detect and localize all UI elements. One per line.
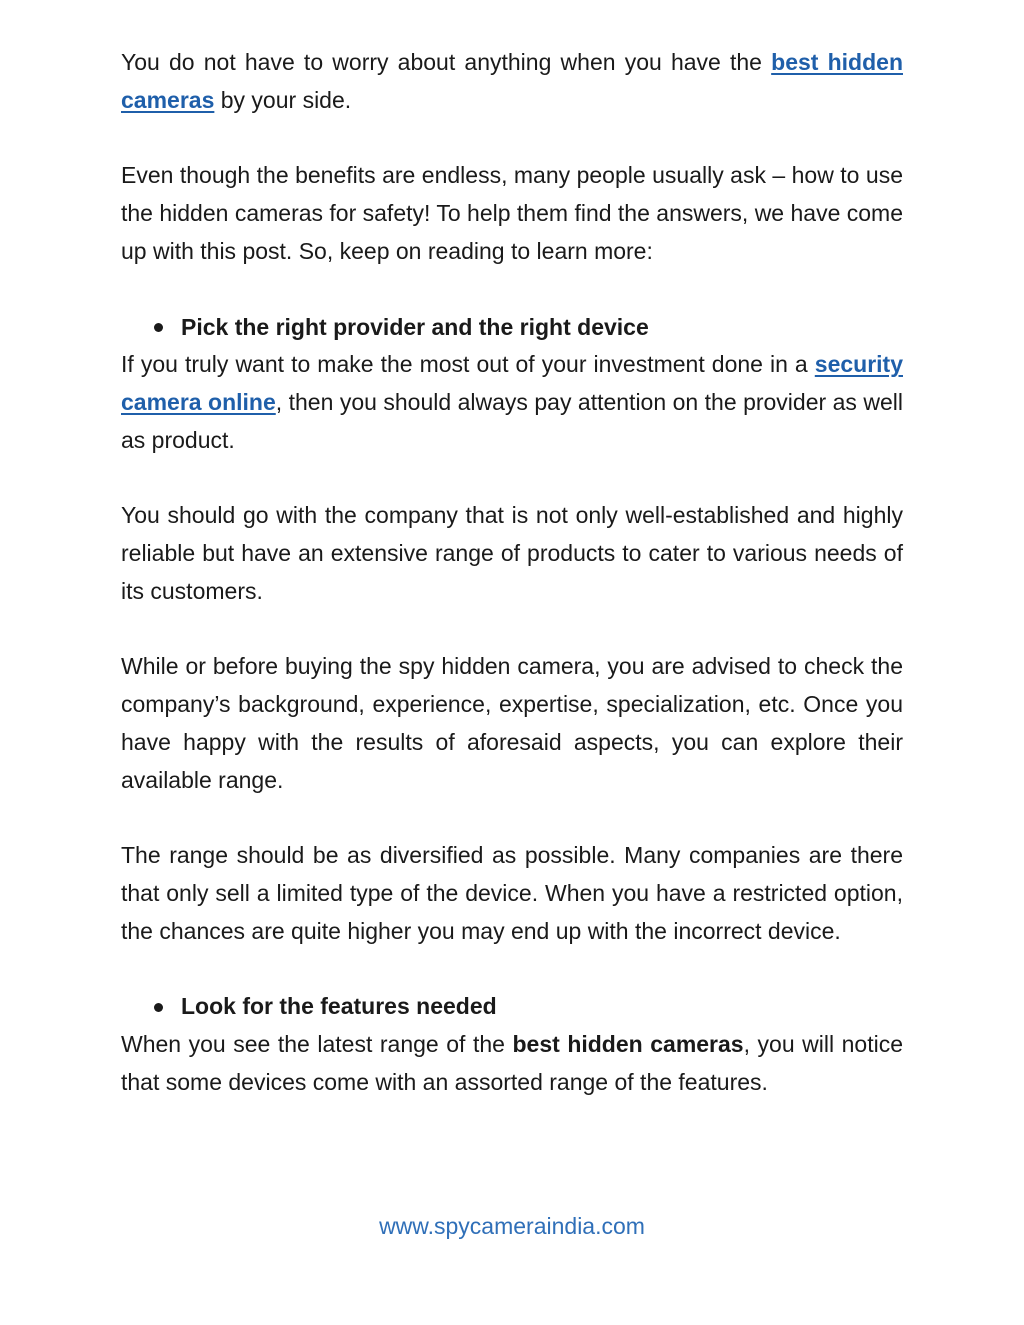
paragraph-intro-text-end: by your side. — [214, 86, 352, 113]
paragraph-features — [121, 1026, 903, 1101]
bullet-icon — [154, 1003, 163, 1012]
paragraph-features-text-end: , you will notice that some devices come with an assorted range of the features. — [121, 1031, 903, 1095]
bullet-heading-provider — [121, 309, 903, 347]
bullet-heading-features-label: Look for the features needed — [181, 993, 497, 1020]
best-hidden-cameras-link[interactable]: best hidden cameras — [121, 49, 903, 113]
paragraph-features-text-start: When you see the latest range of the — [121, 1031, 513, 1058]
paragraph-investment-text-start: If you truly want to make the most out of your investment done in a — [121, 351, 815, 378]
paragraph-range: The range should be as diversified as possible. Many companies are there that only sell a limited type of the device. When you have a restricted option, the chances are quite higher you may end up with the incorrect device. — [121, 842, 903, 944]
paragraph-background: While or before buying the spy hidden camera, you are advised to check the company’s background, experience, expertise, specialization, etc. Once you have happy with the results of aforesaid aspects, you can explore their available range. — [121, 653, 903, 793]
bullet-icon — [154, 323, 163, 332]
security-camera-online-link[interactable]: security camera online — [121, 351, 903, 415]
paragraph-intro — [121, 44, 903, 119]
best-hidden-cameras-bold: best hidden cameras — [512, 1031, 744, 1058]
bullet-heading-provider-label: Pick the right provider and the right device — [181, 313, 649, 340]
paragraph-intro-text-start: You do not have to worry about anything when you have the — [121, 49, 772, 75]
paragraph-company: You should go with the company that is not only well-established and highly reliable but have an extensive range of products to cater to various needs of its customers. — [121, 502, 903, 604]
paragraph-investment-text-end: , then you should always pay attention on the provider as well as product. — [121, 388, 903, 453]
paragraph-benefits: Even though the benefits are endless, many people usually ask – how to use the hidden cameras for safety! To help them find the answers, we have come up with this post. So, keep on reading to learn more: — [121, 162, 903, 264]
bullet-heading-features — [121, 988, 903, 1026]
paragraph-investment — [121, 346, 903, 459]
footer-website-url: www.spycameraindia.com — [379, 1213, 645, 1239]
document-body — [121, 44, 903, 1139]
